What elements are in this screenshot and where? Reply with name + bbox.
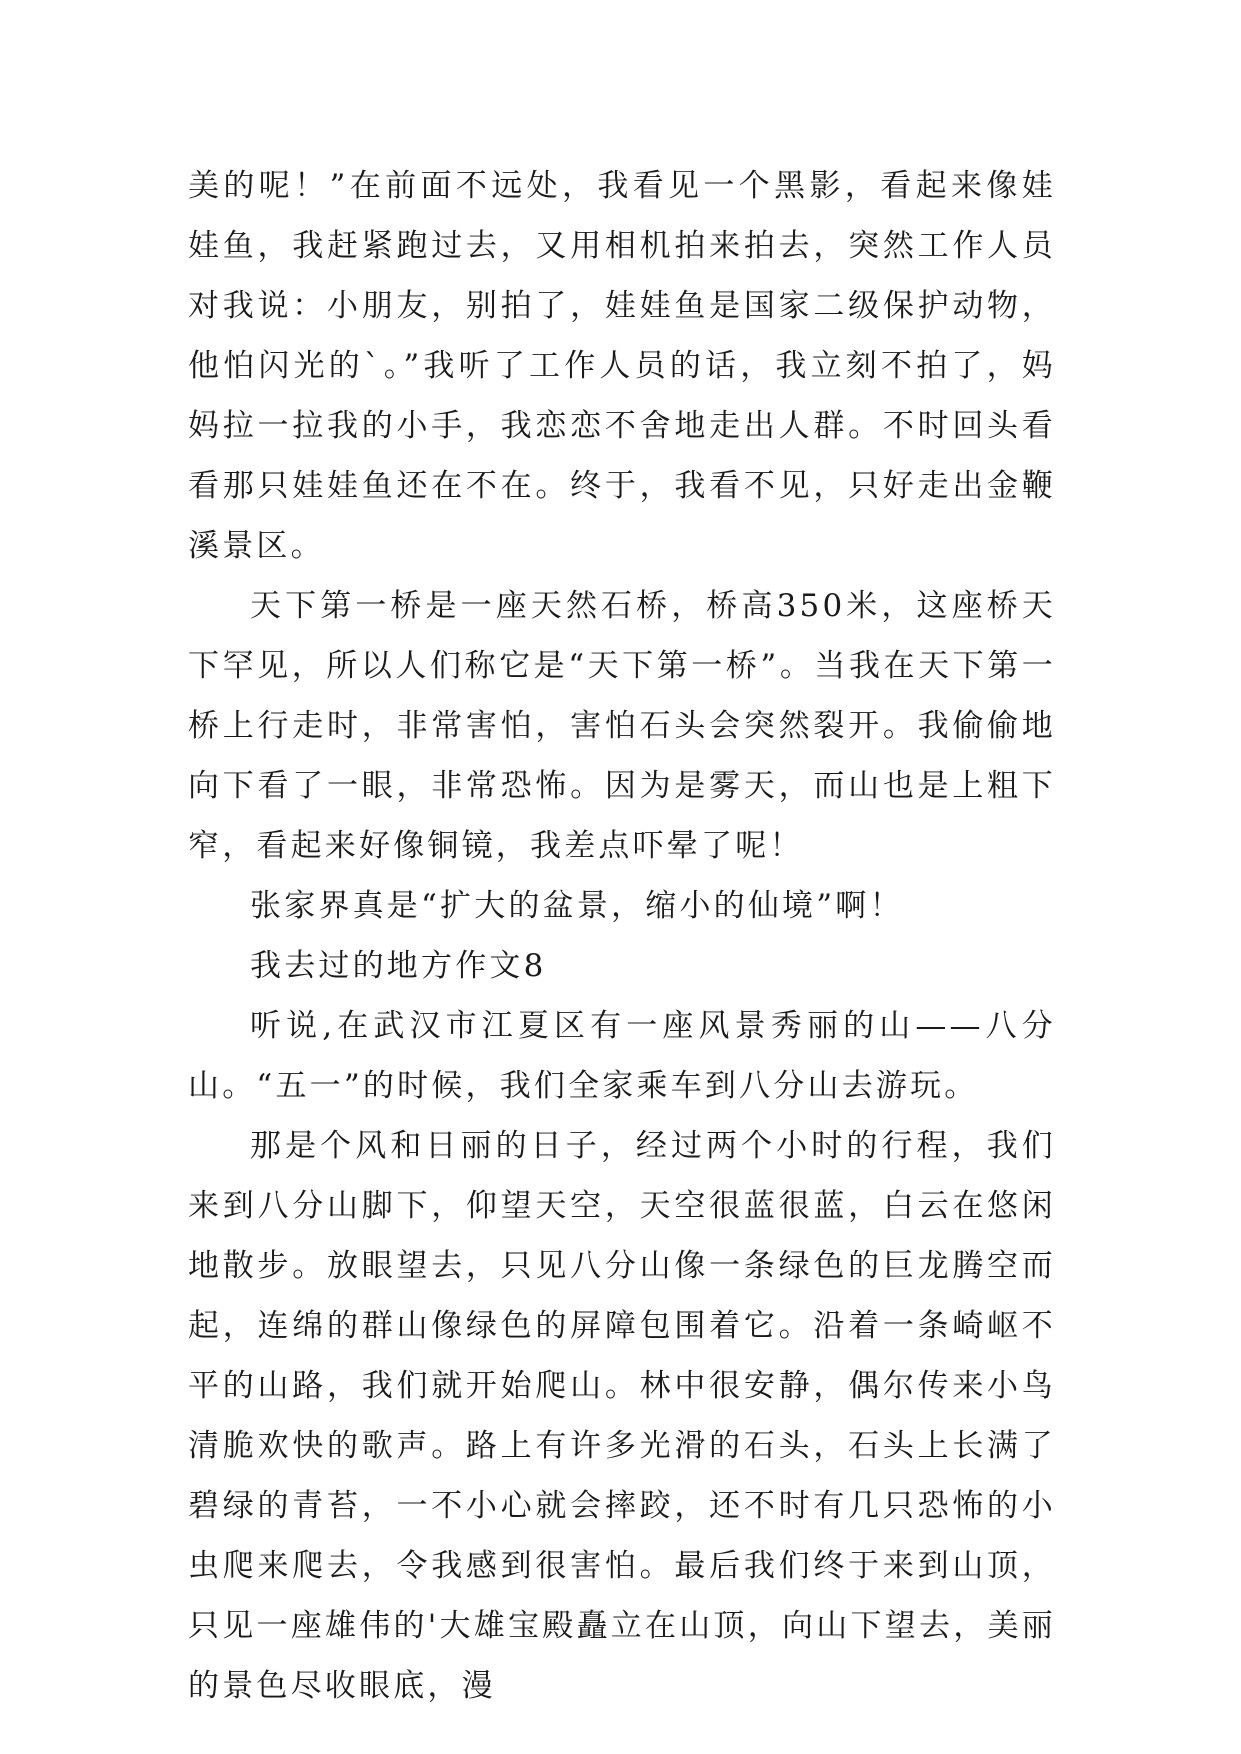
paragraph-zhangjiajie: 张家界真是“扩大的盆景，缩小的仙境”啊！ (250, 888, 904, 924)
paragraph-continued: 美的呢！”在前面不远处，我看见一个黑影，看起来像娃娃鱼，我赶紧跑过去，又用相机拍来拍去，突然工作人员对我说：小朋友，别拍了，娃娃鱼是国家二级保护动物，他怕闪光的`。”我听了工作人员的话，我立刻不拍了，妈妈拉一拉我的小手，我恋恋不舍地走出人群。不时回头看看那只娃娃鱼还在不在。终于，我看不见，只好走出金鞭溪景区。 (188, 168, 1056, 564)
document-body (188, 156, 1056, 1716)
essay-title: 我去过的地方作文8 (250, 948, 547, 984)
paragraph-intro: 听说,在武汉市江夏区有一座风景秀丽的山——八分山。“五一”的时候，我们全家乘车到八分山去游玩。 (188, 1008, 1056, 1104)
paragraph-bridge: 天下第一桥是一座天然石桥，桥高350米，这座桥天下罕见，所以人们称它是“天下第一桥”。当我在天下第一桥上行走时，非常害怕，害怕石头会突然裂开。我偷偷地向下看了一眼，非常恐怖。因为是雾天，而山也是上粗下窄，看起来好像铜镜，我差点吓晕了呢！ (188, 588, 1056, 864)
paragraph-climb: 那是个风和日丽的日子，经过两个小时的行程，我们来到八分山脚下，仰望天空，天空很蓝很蓝，白云在悠闲地散步。放眼望去，只见八分山像一条绿色的巨龙腾空而起，连绵的群山像绿色的屏障包围着它。沿着一条崎岖不平的山路，我们就开始爬山。林中很安静，偶尔传来小鸟清脆欢快的歌声。路上有许多光滑的石头，石头上长满了碧绿的青苔，一不小心就会摔跤，还不时有几只恐怖的小虫爬来爬去，令我感到很害怕。最后我们终于来到山顶，只见一座雄伟的'大雄宝殿矗立在山顶，向山下望去，美丽的景色尽收眼底，漫 (188, 1128, 1056, 1704)
